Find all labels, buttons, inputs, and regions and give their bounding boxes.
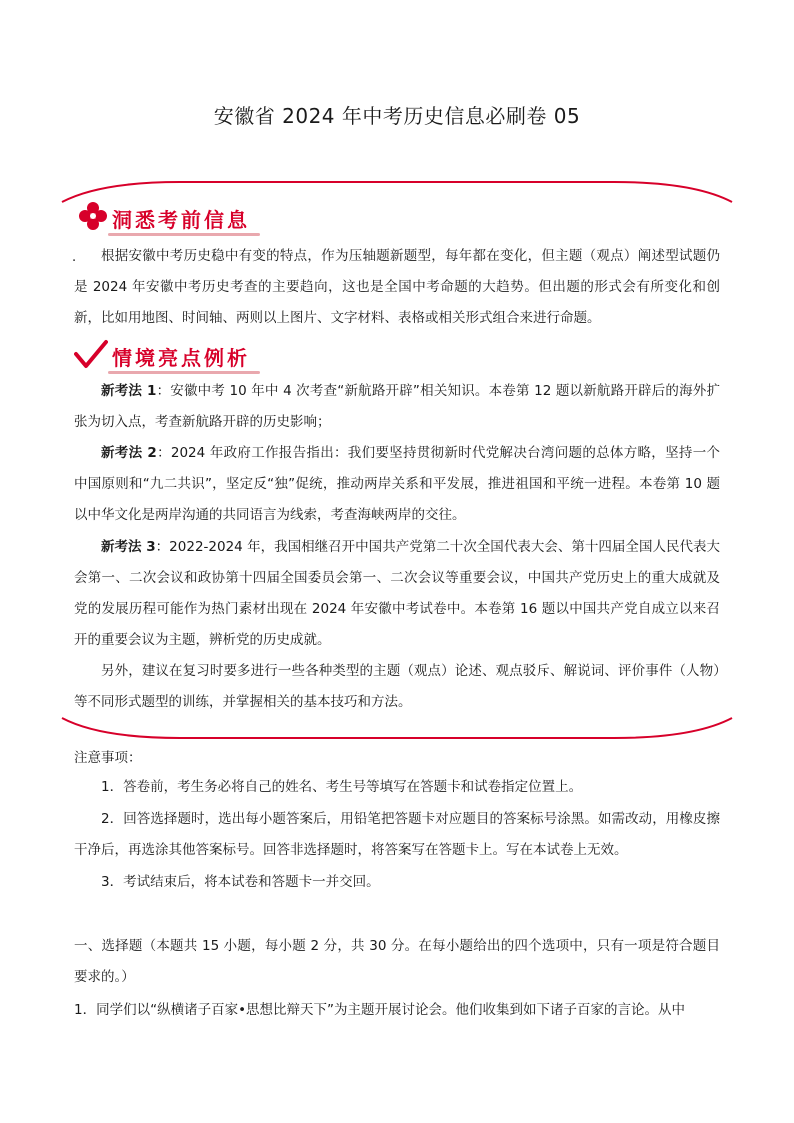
section-heading-text: 情境亮点例析 <box>112 342 250 371</box>
question-1: 1．同学们以“纵横诸子百家•思想比辩天下”为主题开展讨论会。他们收集到如下诸子百家的言论。从中 <box>74 1002 686 1018</box>
new-method-text: ：安徽中考 10 年中 4 次考查“新航路开辟”相关知识。本卷第 12 题以新航路开辟后的海外扩张为切入点，考查新航路开辟的历史影响； <box>74 383 721 430</box>
checkmark-icon <box>74 338 108 374</box>
section-instructions: 一、选择题（本题共 15 小题，每小题 2 分，共 30 分。在每小题给出的四个选项中，只有一项是符合题目要求的。） <box>74 938 720 985</box>
new-method-2 <box>74 438 720 531</box>
bullet-dot: . <box>72 250 77 265</box>
bottom-decorative-arc <box>60 716 734 740</box>
new-method-3 <box>74 532 720 656</box>
section-heading-info <box>78 201 250 235</box>
notes-title: 注意事项： <box>74 750 142 766</box>
page-title: 安徽省 2024 年中考历史信息必刷卷 05 <box>213 104 581 128</box>
new-method-text: ：2024 年政府工作报告指出：我们要坚持贯彻新时代党解决台湾问题的总体方略，坚持一个中国原则和“九二共识”，坚定反“独”促统，推动两岸关系和平发展，推进祖国和平统一进程。本卷第 10 题以中华文化是两岸沟通的共同语言为线索，考查海峡两岸的交往。 <box>74 445 720 523</box>
notes-item: 3．考试结束后，将本试卷和答题卡一并交回。 <box>101 874 380 890</box>
notes-item: 1．答卷前，考生务必将自己的姓名、考生号等填写在答题卡和试卷指定位置上。 <box>101 779 583 795</box>
new-method-1 <box>74 376 720 438</box>
section-heading-text: 洞悉考前信息 <box>112 204 250 233</box>
new-method-text: ：2022-2024 年，我国相继召开中国共产党第二十次全国代表大会、第十四届全国人民代表大会第一、二次会议和政协第十四届全国委员会第一、二次会议等重要会议，中国共产党历史上的重大成就及党的发展历程可能作为热门素材出现在 2024 年安徽中考试卷中。本卷第 16 题以中国共产党自成立以来召开的重要会议为主题，辨析党的历史成就。 <box>74 539 721 648</box>
notes-item: 2．回答选择题时，选出每小题答案后，用铅笔把答题卡对应题目的答案标号涂黑。如需改动，用橡皮擦干净后，再选涂其他答案标号。回答非选择题时，将答案写在答题卡上。写在本试卷上无效。 <box>74 811 720 858</box>
intro-paragraph: 根据安徽中考历史稳中有变的特点，作为压轴题新题型，每年都在变化，但主题（观点）阐述型试题仍是 2024 年安徽中考历史考查的主要趋向，这也是全国中考命题的大趋势。但出题的形式会有所变化和创新，比如用地图、时间轴、两则以上图片、文字材料、表格或相关形式组合来进行命题。 <box>74 248 720 326</box>
section-heading-examples <box>74 338 250 374</box>
flower-icon <box>78 201 108 235</box>
extra-advice: 另外，建议在复习时要多进行一些各种类型的主题（观点）论述、观点驳斥、解说词、评价事件（人物）等不同形式题型的训练，并掌握相关的基本技巧和方法。 <box>74 663 720 710</box>
new-method-label: 新考法 2 <box>101 445 157 461</box>
new-method-label: 新考法 3 <box>101 539 156 555</box>
new-method-label: 新考法 1 <box>101 383 157 399</box>
